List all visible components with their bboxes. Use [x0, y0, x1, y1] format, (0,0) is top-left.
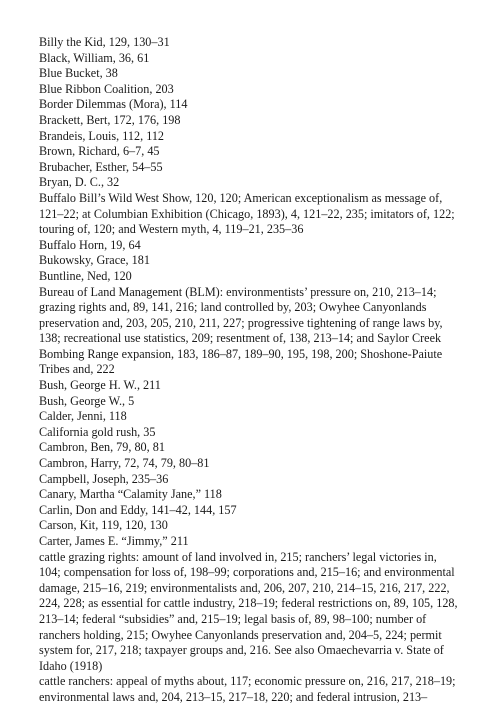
index-entry: cattle ranchers: appeal of myths about, 117; economic pressure on, 216, 217, 218–19; environmental laws and, 204, 213–15, 217–18, 220; and federal intrusion, 213– — [39, 674, 456, 704]
index-entry: Carter, James E. “Jimmy,” 211 — [39, 534, 189, 548]
index-entry: Bureau of Land Management (BLM): environmentists’ pressure on, 210, 213–14; grazing rights and, 89, 141, 216; land controlled by, 203; Owyhee Canyonlands preservation and, 203, 205, 210, 211, 227; progressive tightening of range laws by, 138; recreational use statistics, 209; resentment of, 138, 213–14; and Saylor Creek Bombing Range expansion, 183, 186–87, 189–90, 195, 198, 200; Shoshone-Paiute Tribes and, 222 — [39, 284, 443, 377]
index-entry: Buntline, Ned, 120 — [39, 268, 132, 283]
index-entry: Canary, Martha “Calamity Jane,” 118 — [39, 487, 222, 502]
index-entry: Brown, Richard, 6–7, 45 — [39, 144, 160, 159]
index-entry: Bukowsky, Grace, 181 — [39, 253, 150, 268]
index-entry: Border Dilemmas (Mora), 114 — [39, 97, 188, 112]
index-entry: Buffalo Bill’s Wild West Show, 120, 120; American exceptionalism as message of, 121–22; at Columbian Exhibition (Chicago, 1893), 4, 121–22, 235; imitators of, 122; touring of, 120; and Western myth, 4, 119–21, 235–36 — [39, 190, 455, 237]
index-entry: Brackett, Bert, 172, 176, 198 — [39, 112, 181, 127]
index-entry: Black, William, 36, 61 — [39, 50, 150, 65]
index-entry: Blue Ribbon Coalition, 203 — [39, 81, 174, 96]
index-entry: Calder, Jenni, 118 — [39, 409, 127, 424]
index-entry-list — [39, 35, 459, 706]
index-entry: Carlin, Don and Eddy, 141–42, 144, 157 — [39, 502, 237, 517]
index-entry: Blue Bucket, 38 — [39, 66, 118, 81]
index-entry: Carson, Kit, 119, 120, 130 — [39, 518, 168, 533]
index-entry: Bush, George H. W., 211 — [39, 378, 161, 393]
index-entry: Cambron, Harry, 72, 74, 79, 80–81 — [39, 456, 210, 471]
index-entry: Bush, George W., 5 — [39, 393, 135, 408]
index-entry: cattle grazing rights: amount of land involved in, 215; ranchers’ legal victories in, 104; compensation for loss of, 198–99; corporations and, 215–16; and environmental damage, 215–16, 219; environmentalists and, 206, 207, 210, 214–15, 216, 217, 222, 224, 228; as essential for cattle industry, 218–19; federal restrictions on, 89, 105, 128, 213–14; federal “subsidies” and, 215–19; legal basis of, 89, 98–100; number of ranchers holding, 215; Owyhee Canyonlands preservation and, 204–5, 224; permit system for, 217, 218; taxpayer groups and, 216. See also Omaechevarria v. State of Idaho (1918) — [39, 549, 458, 673]
index-entry: Billy the Kid, 129, 130–31 — [39, 35, 170, 49]
index-entry: Bryan, D. C., 32 — [39, 175, 120, 190]
index-entry: California gold rush, 35 — [39, 424, 156, 439]
index-entry: Brubacher, Esther, 54–55 — [39, 159, 163, 174]
index-entry: Buffalo Horn, 19, 64 — [39, 237, 141, 252]
index-entry: Campbell, Joseph, 235–36 — [39, 471, 169, 486]
index-entry: Cambron, Ben, 79, 80, 81 — [39, 440, 165, 455]
index-entry: Brandeis, Louis, 112, 112 — [39, 128, 165, 143]
